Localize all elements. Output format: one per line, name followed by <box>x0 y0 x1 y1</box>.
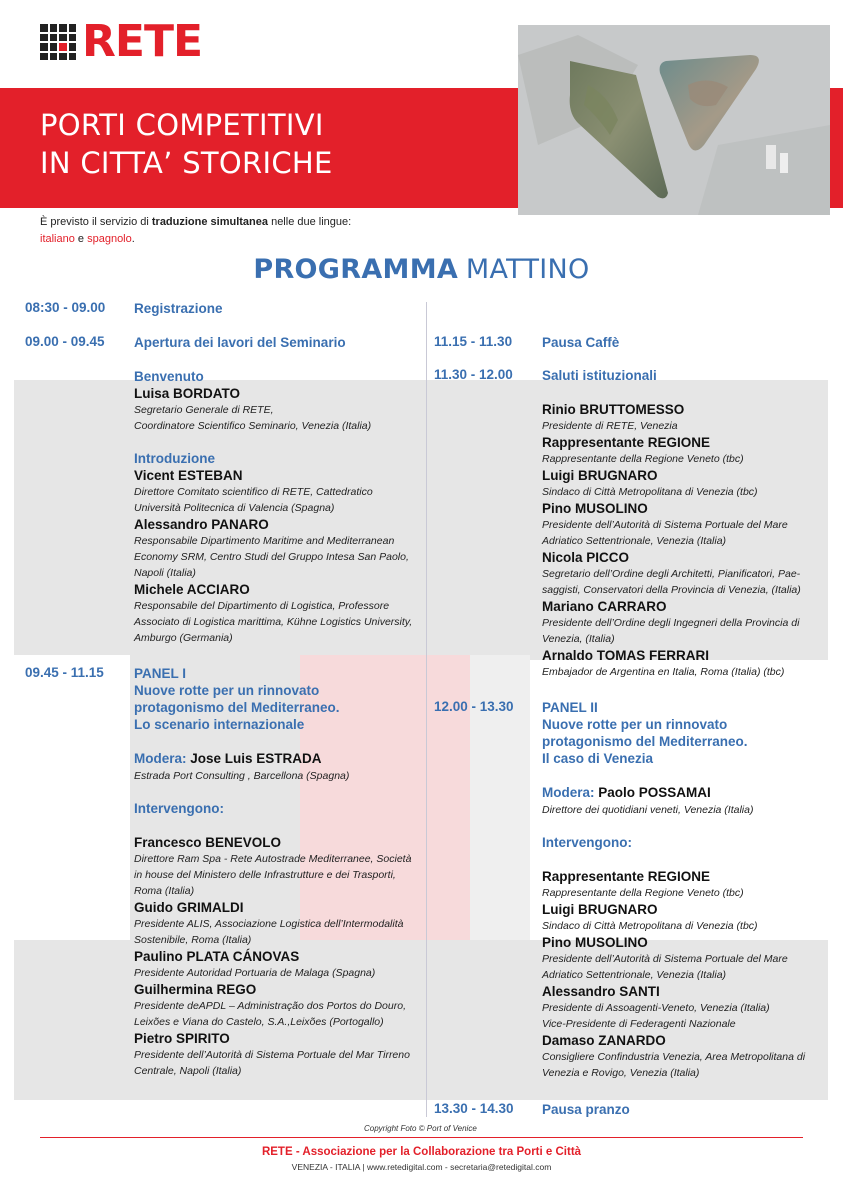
session-title: Pausa Caffè <box>542 335 620 350</box>
speaker-role: Presidente dell’Autorità di Sistema Portuale del Mare <box>542 519 788 531</box>
time-slot: 13.30 - 14.30 <box>434 1101 514 1116</box>
speaker-name: Mariano CARRARO <box>542 599 667 614</box>
moderator-label: Modera: <box>542 785 599 800</box>
note-period: . <box>131 233 135 245</box>
speaker-name: Vicent ESTEBAN <box>134 468 243 483</box>
panel-subtitle: protagonismo del Mediterraneo. <box>542 734 748 749</box>
moderator-block <box>134 750 424 784</box>
speaker-name: Michele ACCIARO <box>134 582 250 597</box>
panel-subtitle: Il caso di Venezia <box>542 751 654 766</box>
speaker-name: Paulino PLATA CÁNOVAS <box>134 949 300 964</box>
speaker-role: Venezia e Rovigo, Venezia (Italia) <box>542 1067 700 1079</box>
speaker-role: Presidente di RETE, Venezia <box>542 420 678 432</box>
moderator-block <box>542 784 832 818</box>
moderator-name: Paolo POSSAMAI <box>598 785 711 800</box>
speaker-role: Venezia, (Italia) <box>542 633 615 645</box>
speaker-name: Luisa BORDATO <box>134 386 241 401</box>
panel-subtitle: protagonismo del Mediterraneo. <box>134 700 340 715</box>
speaker-role: Sindaco di Città Metropolitana di Venezia (tbc) <box>542 486 758 498</box>
session-title: Saluti istituzionali <box>542 368 657 383</box>
time-slot: 08:30 - 09.00 <box>25 300 106 315</box>
speaker-name: Francesco BENEVOLO <box>134 835 282 850</box>
welcome-block <box>134 368 424 434</box>
speaker-name: Rinio BRUTTOMESSO <box>542 402 685 417</box>
translation-note <box>40 214 351 248</box>
moderator-name: Jose Luis ESTRADA <box>190 751 322 766</box>
speaker-name: Guido GRIMALDI <box>134 900 244 915</box>
bg-cross-right-arm <box>470 655 530 940</box>
speaker-name: Pietro SPIRITO <box>134 1031 230 1046</box>
speaker-role: Napoli (Italia) <box>134 567 196 579</box>
speaker-role: Adriatico Settentrionale, Venezia (Italia) <box>542 535 727 547</box>
logo-grid-icon <box>40 24 76 60</box>
title-line-1: PORTI COMPETITIVI <box>40 108 324 142</box>
speaker-role: Presidente ALIS, Associazione Logistica dell’Intermodalità <box>134 918 404 930</box>
speaker-role: Amburgo (Germania) <box>134 632 233 644</box>
programme-title-bold: PROGRAMMA <box>253 254 459 285</box>
session-title: Apertura dei lavori del Seminario <box>134 335 346 350</box>
speaker-role: Direttore Comitato scientifico di RETE, Cattedratico <box>134 486 373 498</box>
speaker-role: Coordinatore Scientifico Seminario, Venezia (Italia) <box>134 420 372 432</box>
speaker-role: Direttore Ram Spa - Rete Autostrade Mediterranee, Società <box>134 853 412 865</box>
speaker-role: Rappresentante della Regione Veneto (tbc) <box>542 453 744 465</box>
speaker-role: Embajador de Argentina en Italia, Roma (Italia) (tbc) <box>542 666 785 678</box>
footer-divider <box>40 1137 803 1138</box>
session-title: Pausa pranzo <box>542 1102 630 1117</box>
speaker-role: Adriatico Settentrionale, Venezia (Italia) <box>542 969 727 981</box>
section-label: Introduzione <box>134 451 215 466</box>
speaker-name: Rappresentante REGIONE <box>542 435 711 450</box>
speaker-role: Università Politecnica di Valencia (Spagna) <box>134 502 335 514</box>
moderator-role: Estrada Port Consulting , Barcellona (Spagna) <box>134 770 350 782</box>
speaker-role: Centrale, Napoli (Italia) <box>134 1065 242 1077</box>
speaker-name: Arnaldo TOMAS FERRARI <box>542 648 710 663</box>
panel-subtitle: Lo scenario internazionale <box>134 717 305 732</box>
panel-2-speakers <box>542 868 832 1081</box>
panel-1-block <box>134 665 424 733</box>
speaker-role: Presidente di Assoagenti-Veneto, Venezia (Italia) <box>542 1002 770 1014</box>
speaker-name: Luigi BRUGNARO <box>542 468 658 483</box>
speaker-role: Economy SRM, Centro Studi del Gruppo Intesa San Paolo, <box>134 551 409 563</box>
speaker-role: Roma (Italia) <box>134 885 195 897</box>
speaker-name: Alessandro PANARO <box>134 517 269 532</box>
title-line-2: IN CITTA’ STORICHE <box>40 146 333 180</box>
speaker-name: Nicola PICCO <box>542 550 630 565</box>
note-text: È previsto il servizio di <box>40 216 152 228</box>
speaker-role: saggisti, Conservatori della Provincia di Venezia, (Italia) <box>542 584 801 596</box>
speaker-role: Responsabile Dipartimento Maritime and Mediterranean <box>134 535 395 547</box>
speaker-role: Rappresentante della Regione Veneto (tbc) <box>542 887 744 899</box>
time-slot: 09.45 - 11.15 <box>25 665 104 680</box>
note-text-end: nelle due lingue: <box>268 216 352 228</box>
speaker-name: Damaso ZANARDO <box>542 1033 666 1048</box>
speaker-role: Responsabile del Dipartimento di Logistica, Professore <box>134 600 390 612</box>
speaker-name: Luigi BRUGNARO <box>542 902 658 917</box>
panel-title: PANEL I <box>134 666 187 681</box>
note-conjunction: e <box>74 233 88 245</box>
speaker-name: Guilhermina REGO <box>134 982 257 997</box>
page-title <box>40 106 333 182</box>
time-slot: 11.15 - 11.30 <box>434 334 513 349</box>
time-slot: 09.00 - 09.45 <box>25 334 105 349</box>
venice-aerial-photo <box>518 25 830 215</box>
speaker-role: Segretario Generale di RETE, <box>134 404 274 416</box>
greetings-speakers <box>542 401 832 680</box>
speaker-role: Associato di Logistica marittima, Kühne Logistics University, <box>134 616 413 628</box>
speaker-role: Presidente Autoridad Portuaria de Malaga (Spagna) <box>134 967 376 979</box>
moderator-label: Modera: <box>134 751 191 766</box>
speaker-name: Alessandro SANTI <box>542 984 660 999</box>
panel-2-block <box>542 699 832 767</box>
footer-organization: RETE - Associazione per la Collaborazione tra Porti e Città <box>261 1146 582 1158</box>
intro-block <box>134 450 424 646</box>
section-label: Benvenuto <box>134 369 204 384</box>
panel-subtitle: Nuove rotte per un rinnovato <box>542 717 728 732</box>
time-slot: 11.30 - 12.00 <box>434 367 513 382</box>
programme-title-normal: MATTINO <box>465 254 590 285</box>
panel-1-speakers <box>134 834 424 1079</box>
speaker-name: Pino MUSOLINO <box>542 935 648 950</box>
session-title: Registrazione <box>134 301 223 316</box>
speaker-role: Vice-Presidente di Federagenti Nazionale <box>542 1018 736 1030</box>
language-italian: italiano <box>40 233 75 245</box>
speakers-label: Intervengono: <box>542 835 632 850</box>
programme-title <box>0 254 843 285</box>
speaker-role: Segretario dell’Ordine degli Architetti, Pianificatori, Pae- <box>542 568 801 580</box>
column-divider <box>426 302 427 1117</box>
time-slot: 12.00 - 13.30 <box>434 699 514 714</box>
photo-copyright: Copyright Foto © Port of Venice <box>364 1124 477 1133</box>
speaker-name: Rappresentante REGIONE <box>542 869 711 884</box>
speaker-role: Presidente deAPDL – Administração dos Portos do Douro, <box>134 1000 406 1012</box>
speaker-role: Sindaco di Città Metropolitana di Venezia (tbc) <box>542 920 758 932</box>
panel-subtitle: Nuove rotte per un rinnovato <box>134 683 320 698</box>
speaker-role: Consigliere Confindustria Venezia, Area Metropolitana di <box>542 1051 806 1063</box>
moderator-role: Direttore dei quotidiani veneti, Venezia (Italia) <box>542 804 754 816</box>
speaker-role: Presidente dell’Autorità di Sistema Portuale del Mar Tirreno <box>134 1049 410 1061</box>
speaker-role: Sostenibile, Roma (Italia) <box>134 934 252 946</box>
speaker-role: Presidente dell’Ordine degli Ingegneri della Provincia di <box>542 617 800 629</box>
panel-title: PANEL II <box>542 700 598 715</box>
speakers-label: Intervengono: <box>134 801 224 816</box>
speaker-role: Leixões e Viana do Castelo, S.A.,Leixões (Portogallo) <box>134 1016 384 1028</box>
language-spanish: spagnolo <box>87 233 132 245</box>
speaker-role: Presidente dell’Autorità di Sistema Portuale del Mare <box>542 953 788 965</box>
logo-text: RETE <box>82 16 203 67</box>
bg-cross-pink-right <box>428 655 470 940</box>
footer-contact: VENEZIA - ITALIA | www.retedigital.com - secretaria@retedigital.com <box>291 1162 552 1172</box>
speaker-role: in house del Ministero delle Infrastrutture e dei Trasporti, <box>134 869 396 881</box>
rete-logo <box>40 16 203 67</box>
note-bold-text: traduzione simultanea <box>151 216 269 228</box>
speaker-name: Pino MUSOLINO <box>542 501 648 516</box>
